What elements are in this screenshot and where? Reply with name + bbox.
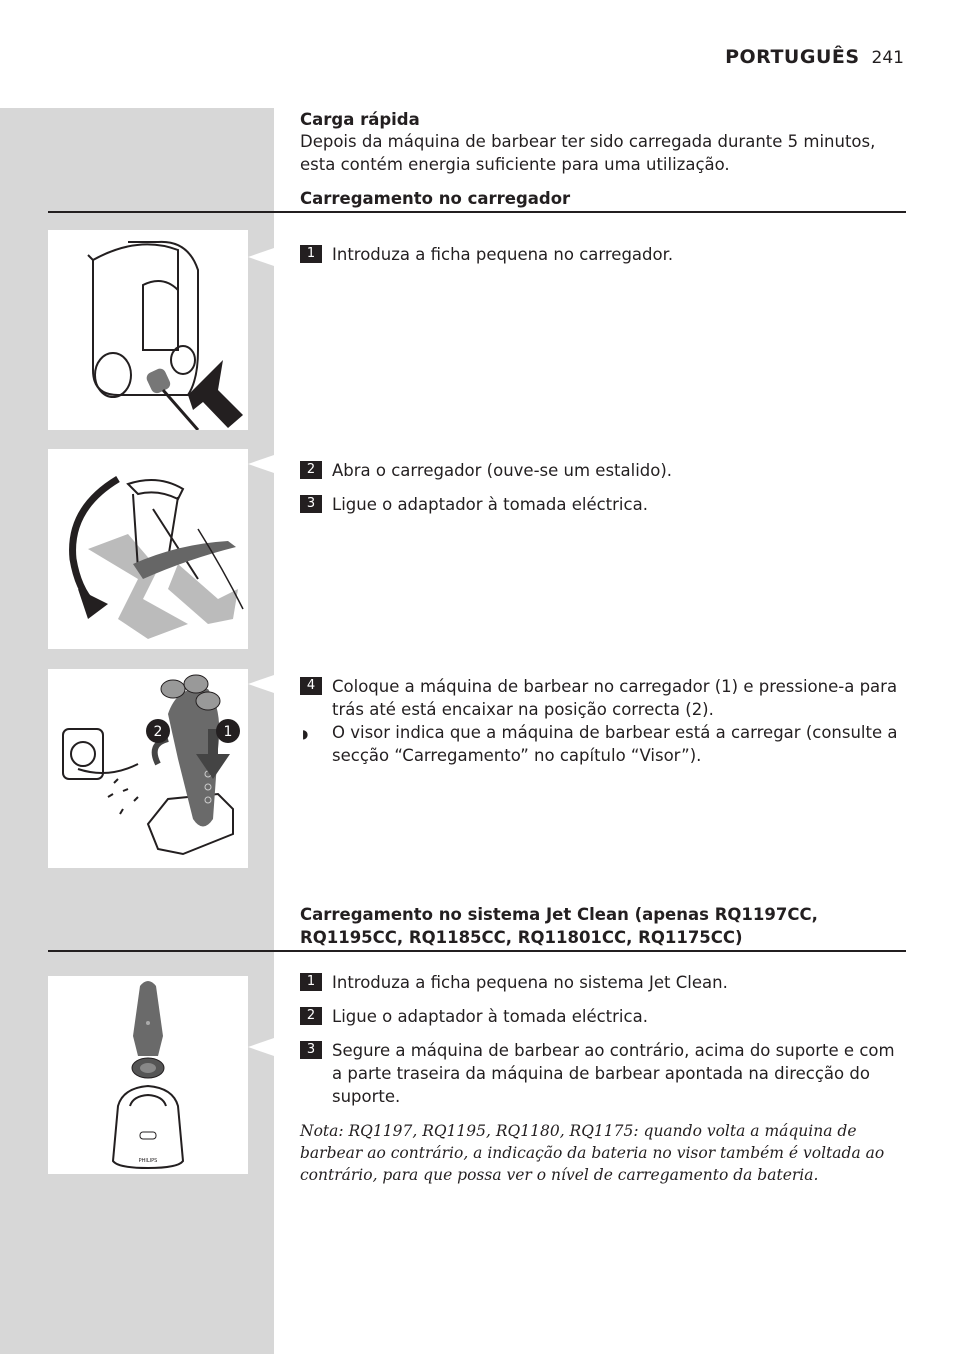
- step-item: [300, 459, 906, 482]
- figure-jet-clean: [48, 976, 248, 1174]
- section-rule: [48, 950, 906, 952]
- quick-charge-heading: Carga rápida: [300, 110, 420, 129]
- figure-charger-open: [48, 449, 248, 649]
- step-number-badge: 2: [300, 1007, 322, 1025]
- step-number-badge: 2: [300, 461, 322, 479]
- step-text: Abra o carregador (ouve-se um estalido).: [332, 461, 673, 480]
- step-item: [300, 971, 906, 994]
- step-item: [300, 1005, 906, 1028]
- quick-charge-body: Depois da máquina de barbear ter sido carregada durante 5 minutos, esta contém energia suficiente para uma utilização.: [300, 132, 876, 174]
- step-text: Introduza a ficha pequena no sistema Jet Clean.: [332, 973, 728, 992]
- page-header: [725, 46, 904, 68]
- brand-logo-mark: PHILIPS: [138, 1158, 158, 1164]
- shaver-charger-illustration: [48, 669, 248, 868]
- step-item: [300, 1039, 906, 1108]
- charger-section-heading: Carregamento no carregador: [300, 189, 571, 208]
- figure-pointer: [248, 455, 274, 473]
- step-text: Introduza a ficha pequena no carregador.: [332, 245, 674, 264]
- bullet-marker-icon: ◗: [302, 727, 309, 741]
- callout-number: 1: [223, 724, 233, 740]
- step-item: [300, 675, 906, 721]
- charger-plug-illustration: [48, 230, 248, 430]
- step-number-badge: 1: [300, 245, 322, 263]
- step-text: Ligue o adaptador à tomada eléctrica.: [332, 1007, 648, 1026]
- section-rule: [48, 211, 906, 213]
- figure-shaver-in-charger: [48, 669, 248, 868]
- step-item: [300, 243, 906, 266]
- step-item: [300, 493, 906, 516]
- figure-pointer: [248, 248, 274, 266]
- language-title: PORTUGUÊS: [725, 46, 860, 68]
- jetclean-heading-line2: RQ1195CC, RQ1185CC, RQ11801CC, RQ1175CC): [300, 928, 743, 947]
- bullet-item: [300, 721, 906, 767]
- step-number-badge: 4: [300, 677, 322, 695]
- callout-number: 2: [153, 724, 163, 740]
- bullet-text: O visor indica que a máquina de barbear está a carregar (consulte a secção “Carregamento” no capítulo “Visor”).: [332, 723, 898, 765]
- figure-charger-plug: [48, 230, 248, 430]
- jet-clean-illustration: [48, 976, 248, 1174]
- figure-pointer: [248, 675, 274, 693]
- step-text: Segure a máquina de barbear ao contrário, acima do suporte e com a parte traseira da máquina de barbear apontada na direcção do suporte.: [332, 1041, 895, 1106]
- figure-pointer: [248, 1038, 274, 1056]
- jetclean-heading-line1: Carregamento no sistema Jet Clean (apenas RQ1197CC,: [300, 905, 818, 924]
- step-number-badge: 3: [300, 1041, 322, 1059]
- step-number-badge: 1: [300, 973, 322, 991]
- note-text: Nota: RQ1197, RQ1195, RQ1180, RQ1175: quando volta a máquina de barbear ao contrário, a indicação da bateria no visor também é voltada ao contrário, para que possa ver o nível de carregamento da bateria.: [300, 1122, 885, 1184]
- charger-open-illustration: [48, 449, 248, 649]
- step-text: Coloque a máquina de barbear no carregador (1) e pressione-a para trás até está encaixar na posição correcta (2).: [332, 677, 898, 719]
- step-number-badge: 3: [300, 495, 322, 513]
- step-text: Ligue o adaptador à tomada eléctrica.: [332, 495, 648, 514]
- page-number: 241: [871, 48, 904, 68]
